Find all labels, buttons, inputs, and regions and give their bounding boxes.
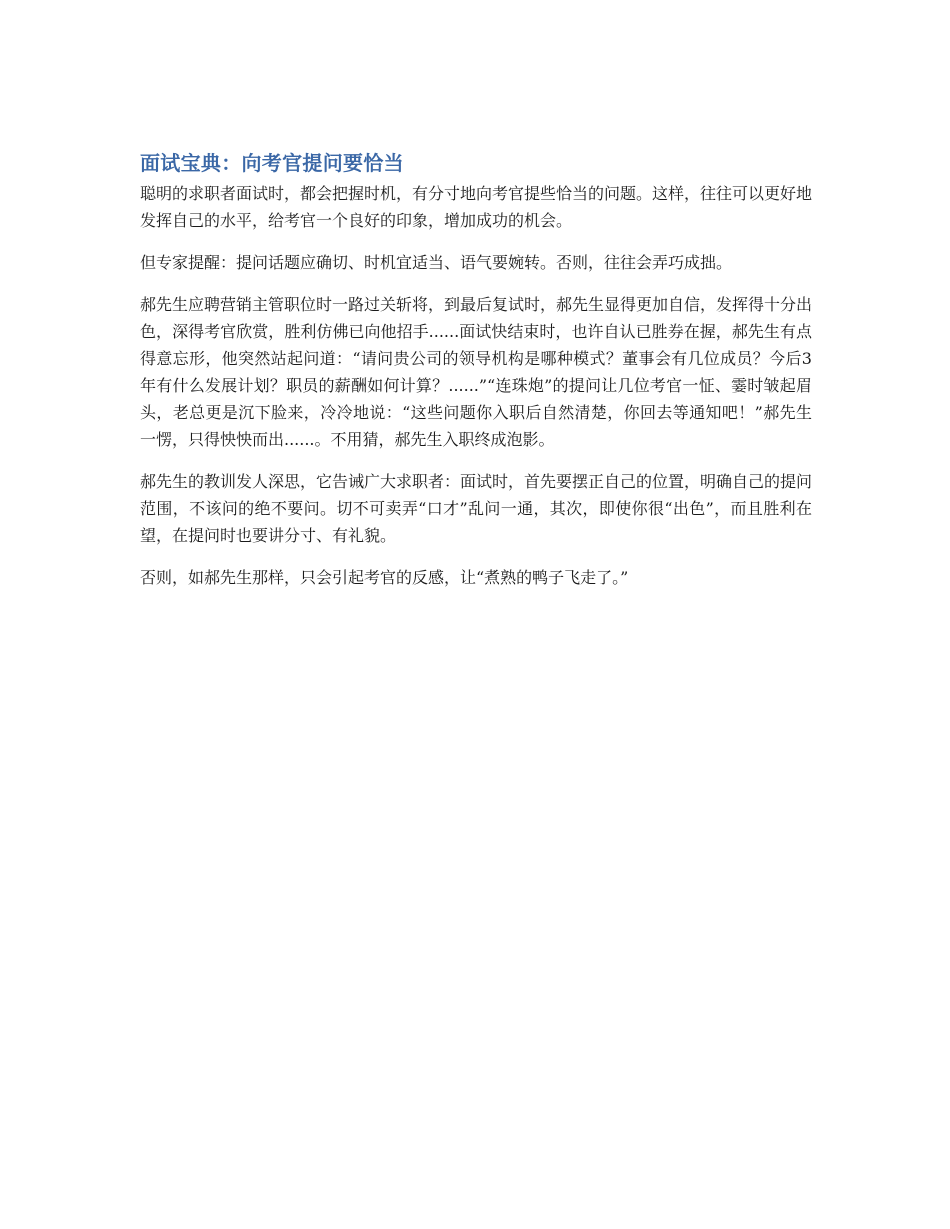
paragraph-3: 郝先生应聘营销主管职位时一路过关斩将，到最后复试时，郝先生显得更加自信，发挥得十分出色，深得考官欣赏，胜利仿佛已向他招手......面试快结束时，也许自认已胜券在握，郝先生有点得意忘形，他突然站起问道：“请问贵公司的领导机构是哪种模式？董事会有几位成员？今后3年有什么发展计划？职员的薪酬如何计算？......”“连珠炮”的提问让几位考官一怔、霎时皱起眉头，老总更是沉下脸来，冷冷地说：“这些问题你入职后自然清楚，你回去等通知吧！”郝先生一愣，只得怏怏而出......。不用猜，郝先生入职终成泡影。 [140, 295, 813, 449]
paragraph-4: 郝先生的教训发人深思，它告诫广大求职者：面试时，首先要摆正自己的位置，明确自己的提问范围，不该问的绝不要问。切不可卖弄“口才”乱问一通，其次，即使你很“出色”，而且胜利在望，在提问时也要讲分寸、有礼貌。 [140, 472, 813, 545]
document-title: 面试宝典：向考官提问要恰当 [140, 151, 404, 175]
document-page [140, 148, 812, 606]
paragraph-5: 否则，如郝先生那样，只会引起考官的反感，让“煮熟的鸭子飞走了。” [140, 568, 629, 587]
paragraph-2: 但专家提醒：提问话题应确切、时机宜适当、语气要婉转。否则，往往会弄巧成拙。 [140, 253, 733, 272]
paragraph-1: 聪明的求职者面试时，都会把握时机，有分寸地向考官提些恰当的问题。这样，往往可以更好地发挥自己的水平，给考官一个良好的印象，增加成功的机会。 [140, 184, 813, 230]
